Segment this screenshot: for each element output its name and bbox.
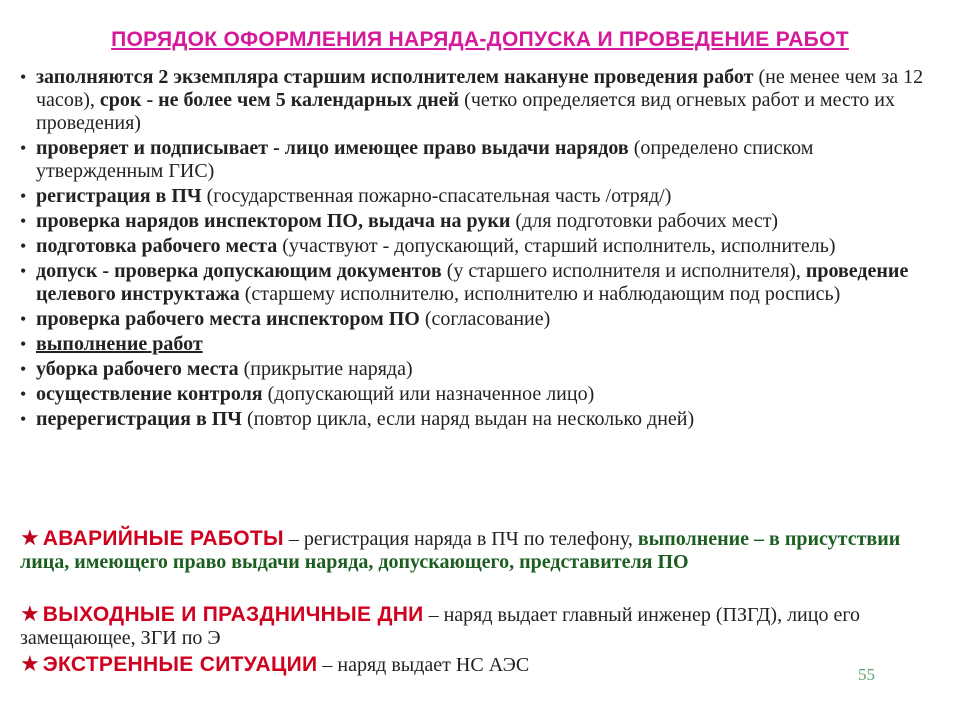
item-bold-text: выполнение работ bbox=[36, 333, 203, 355]
item-text: (не менее чем за 12 часов), bbox=[36, 66, 924, 111]
bullet-icon: • bbox=[20, 236, 27, 256]
bullet-icon: • bbox=[20, 261, 27, 281]
item-text: (согласование) bbox=[419, 308, 551, 330]
special-heading: АВАРИЙНЫЕ РАБОТЫ bbox=[42, 527, 284, 550]
star-icon: ★ bbox=[20, 602, 40, 627]
item-text: (у старшего исполнителя и исполнителя), bbox=[441, 260, 806, 282]
item-bold-text: перерегистрация в ПЧ bbox=[36, 408, 242, 430]
list-item bbox=[20, 210, 940, 233]
item-bold-text: проверка рабочего места инспектором ПО bbox=[36, 308, 420, 330]
list-item bbox=[20, 308, 940, 331]
page-number: 55 bbox=[858, 665, 875, 684]
slide-title: ПОРЯДОК ОФОРМЛЕНИЯ НАРЯДА-ДОПУСКА И ПРОВЕДЕНИЕ РАБОТ bbox=[111, 28, 849, 51]
item-text: (четко определяется вид огневых работ и место их проведения) bbox=[36, 89, 896, 134]
item-text: (допускающий или назначенное лицо) bbox=[262, 383, 595, 405]
bullet-icon: • bbox=[20, 186, 27, 206]
bullet-icon: • bbox=[20, 409, 27, 429]
item-bold-text: проведение целевого инструктажа bbox=[36, 260, 909, 305]
item-bold-text: подготовка рабочего места bbox=[36, 235, 278, 257]
special-highlight: выполнение – в присутствии лица, имеющего право выдачи наряда, допускающего, представителя ПО bbox=[20, 528, 901, 573]
special-case-extreme bbox=[20, 653, 940, 677]
procedure-list bbox=[20, 66, 940, 433]
list-item bbox=[20, 235, 940, 258]
item-text: (участвуют - допускающий, старший исполнитель, исполнитель) bbox=[277, 235, 836, 257]
item-bold-text: уборка рабочего места bbox=[36, 358, 239, 380]
list-item bbox=[20, 408, 940, 431]
list-item bbox=[20, 66, 940, 135]
list-item bbox=[20, 260, 940, 306]
bullet-icon: • bbox=[20, 309, 27, 329]
bullet-icon: • bbox=[20, 334, 27, 354]
bullet-icon: • bbox=[20, 138, 27, 158]
item-text: (повтор цикла, если наряд выдан на несколько дней) bbox=[241, 408, 695, 430]
list-item bbox=[20, 358, 940, 381]
list-item bbox=[20, 383, 940, 406]
item-text: (определено списком утвержденным ГИС) bbox=[36, 137, 814, 182]
special-heading: ВЫХОДНЫЕ И ПРАЗДНИЧНЫЕ ДНИ bbox=[42, 603, 424, 626]
bullet-icon: • bbox=[20, 359, 27, 379]
item-text: (государственная пожарно-спасательная часть /отряд/) bbox=[201, 185, 672, 207]
item-bold-text: допуск - проверка допускающим документов bbox=[36, 260, 442, 282]
star-icon: ★ bbox=[20, 526, 40, 551]
item-text: (прикрытие наряда) bbox=[238, 358, 413, 380]
special-case-holidays bbox=[20, 603, 940, 650]
item-bold-text: осуществление контроля bbox=[36, 383, 263, 405]
item-text: (для подготовки рабочих мест) bbox=[510, 210, 779, 232]
bullet-icon: • bbox=[20, 211, 27, 231]
special-text: – наряд выдает главный инженер (ПЗГД), лицо его замещающее, ЗГИ по Э bbox=[20, 604, 861, 649]
bullet-icon: • bbox=[20, 67, 27, 87]
list-item bbox=[20, 185, 940, 208]
item-bold-text: регистрация в ПЧ bbox=[36, 185, 202, 207]
item-text: (старшему исполнителю, исполнителю и наблюдающим под роспись) bbox=[239, 283, 841, 305]
special-heading: ЭКСТРЕННЫЕ СИТУАЦИИ bbox=[42, 653, 318, 676]
star-icon: ★ bbox=[20, 652, 40, 677]
item-bold-text: срок - не более чем 5 календарных дней bbox=[99, 89, 460, 111]
item-bold-text: проверка нарядов инспектором ПО, выдача на руки bbox=[36, 210, 511, 232]
list-item bbox=[20, 333, 940, 356]
item-bold-text: проверяет и подписывает - лицо имеющее право выдачи нарядов bbox=[36, 137, 629, 159]
list-item bbox=[20, 137, 940, 183]
special-text: – наряд выдает НС АЭС bbox=[317, 654, 530, 676]
special-case-emergency bbox=[20, 527, 940, 574]
item-bold-text: заполняются 2 экземпляра старшим исполнителем накануне проведения работ bbox=[36, 66, 754, 88]
special-text: – регистрация наряда в ПЧ по телефону, bbox=[283, 528, 638, 550]
bullet-icon: • bbox=[20, 384, 27, 404]
